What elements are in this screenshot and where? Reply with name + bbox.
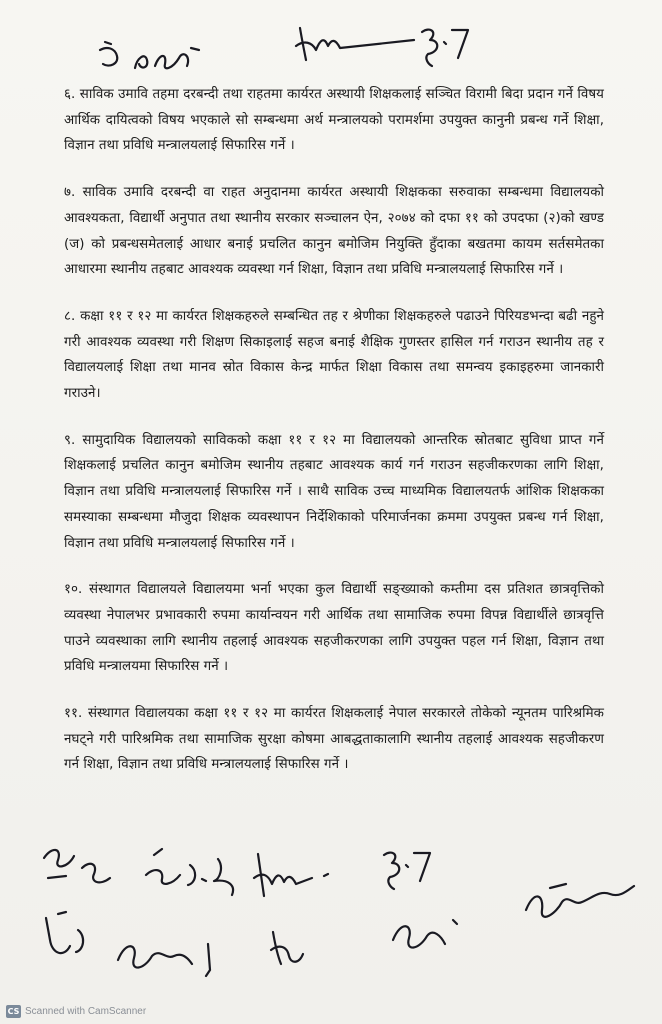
scanner-watermark <box>6 1003 146 1019</box>
clause-9: ९. सामुदायिक विद्यालयको साविकको कक्षा ११ र १२ मा विद्यालयको आन्तरिक स्रोतबाट सुविधा प्राप्त गर्ने शिक्षकलाई प्रचलित कानुन बमोजिम स्थानीय तहबाट आवश्यक कार्य गर्न गराउन सहजीकरणका लागि शिक्षा, विज्ञान तथा प्रविधि मन्त्रालयलाई सिफारिस गर्ने । साथै साविक उच्च माध्यमिक विद्यालयतर्फ आंशिक शिक्षकका समस्याका सम्बन्धमा मौजुदा शिक्षक व्यवस्थापन निर्देशिकाको परिमार्जनका क्रममा उपयुक्त प्रबन्ध गर्न शिक्षा, विज्ञान तथा प्रविधि मन्त्रालयलाई सिफारिस गर्ने । <box>64 432 604 551</box>
signature-bottom-5 <box>520 880 640 930</box>
signature-bottom-7 <box>110 930 230 980</box>
signature-bottom-6 <box>38 910 108 970</box>
camscanner-logo-icon: CS <box>7 1006 20 1016</box>
signature-bottom-4 <box>380 845 440 895</box>
signature-bottom-1 <box>38 838 118 898</box>
signature-bottom-8 <box>265 920 315 970</box>
document-body <box>64 82 604 799</box>
scanner-text: Scanned with CamScanner <box>25 1005 147 1017</box>
signature-bottom-9 <box>385 910 465 970</box>
signature-bottom-3 <box>250 848 340 908</box>
signature-top-3 <box>418 22 478 72</box>
clause-10: १०. संस्थागत विद्यालयले विद्यालयमा भर्ना भएका कुल विद्यार्थी सङ्ख्याको कम्तीमा दस प्रतिशत छात्रवृत्तिको व्यवस्था नेपालभर प्रभावकारी रुपमा कार्यान्वयन गरी आर्थिक तथा सामाजिक रुपमा विपन्न विद्यार्थीले छात्रवृत्ति पाउने व्यवस्थाका लागि स्थानीय तहलाई आवश्यक सहजीकरणका लागि उपयुक्त पहल गर्न शिक्षा, विज्ञान तथा प्रविधि मन्त्रालयमा सिफारिस गर्ने । <box>64 582 604 675</box>
signature-top-2 <box>290 20 420 70</box>
clause-8: ८. कक्षा ११ र १२ मा कार्यरत शिक्षकहरुले सम्बन्धित तह र श्रेणीका शिक्षकहरुले पढाउने पिरियडभन्दा बढी नहुने गरी आवश्यक व्यवस्था गरी शिक्षण सिकाइलाई सहज बनाई शैक्षिक गुणस्तर हासिल गर्न गराउन स्थानीय तह र विद्यालयलाई शिक्षा तथा मानव स्रोत विकास केन्द्र मार्फत शिक्षा विकास तथा समन्वय इकाइहरुमा जानकारी गराउने। <box>64 308 604 402</box>
signature-top-1 <box>95 38 205 78</box>
clause-7: ७. साविक उमावि दरबन्दी वा राहत अनुदानमा कार्यरत अस्थायी शिक्षकका सरुवाका सम्बन्धमा विद्यालयको आवश्यकता, विद्यार्थी अनुपात तथा स्थानीय सरकार सञ्चालन ऐन, २०७४ को दफा ११ को उपदफा (२)को खण्ड (ज) को प्रबन्धसमेतलाई आधार बनाई प्रचलित कानुन बमोजिम नियुक्ति हुँदाका बखतमा कायम सर्तसमेतका आधारमा स्थानीय तहबाट आवश्यक व्यवस्था गर्न शिक्षा, विज्ञान तथा प्रविधि मन्त्रालयलाई सिफारिस गर्ने । <box>64 185 604 278</box>
clause-6: ६. साविक उमावि तहमा दरबन्दी तथा राहतमा कार्यरत अस्थायी शिक्षकलाई सञ्चित विरामी बिदा प्रदान गर्ने विषय आर्थिक दायित्वको विषय भएकाले सो सम्बन्धमा अर्थ मन्त्रालयको परामर्शमा उपयुक्त कानुनी प्रबन्ध गर्ने शिक्षा, विज्ञान तथा प्रविधि मन्त्रालयलाई सिफारिस गर्ने । <box>64 87 604 154</box>
clause-11: ११. संस्थागत विद्यालयका कक्षा ११ र १२ मा कार्यरत शिक्षकलाई नेपाल सरकारले तोकेको न्यूनतम पारिश्रमिक नघट्ने गरी पारिश्रमिक तथा सामाजिक सुरक्षा कोषमा आबद्धताकालागि स्थानीय तहलाई आवश्यक सहजीकरण गर्न शिक्षा, विज्ञान तथा प्रविधि मन्त्रालयलाई सिफारिस गर्ने । <box>64 706 604 773</box>
signature-bottom-2 <box>140 845 250 905</box>
